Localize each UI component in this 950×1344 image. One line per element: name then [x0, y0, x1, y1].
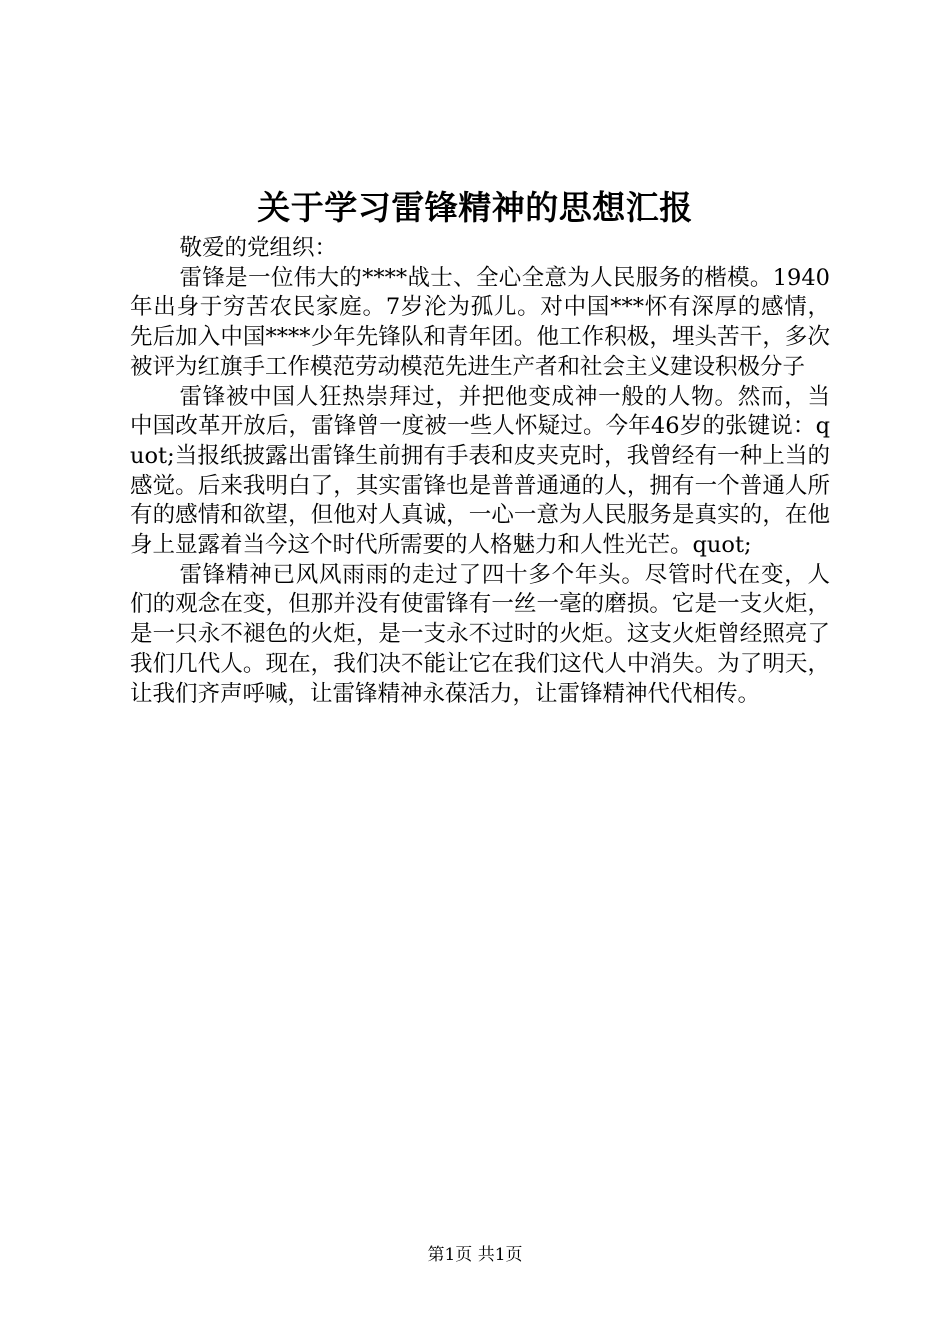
- document-title: 关于学习雷锋精神的思想汇报: [257, 188, 693, 227]
- document-body: [130, 234, 830, 709]
- paragraph-1: 雷锋是一位伟大的****战士、全心全意为人民服务的楷模。1940年出身于穷苦农民家庭。7岁沦为孤儿。对中国***怀有深厚的感情，先后加入中国****少年先锋队和青年团。他工作积极，埋头苦干，多次被评为红旗手工作模范劳动模范先进生产者和社会主义建设积极分子: [130, 264, 830, 380]
- salutation: 敬爱的党组织：: [179, 235, 338, 261]
- paragraph-3: 雷锋精神已风风雨雨的走过了四十多个年头。尽管时代在变，人们的观念在变，但那并没有使雷锋有一丝一毫的磨损。它是一支火炬，是一只永不褪色的火炬，是一支永不过时的火炬。这支火炬曾经照亮了我们几代人。现在，我们决不能让它在我们这代人中消失。为了明天，让我们齐声呼喊，让雷锋精神永葆活力，让雷锋精神代代相传。: [130, 561, 830, 707]
- page-footer: 第1页 共1页: [427, 1245, 523, 1265]
- paragraph-2: 雷锋被中国人狂热崇拜过，并把他变成神一般的人物。然而，当中国改革开放后，雷锋曾一度被一些人怀疑过。今年46岁的张键说：quot;当报纸披露出雷锋生前拥有手表和皮夹克时，我曾经有一种上当的感觉。后来我明白了，其实雷锋也是普普通通的人，拥有一个普通人所有的感情和欲望，但他对人真诚，一心一意为人民服务是真实的，在他身上显露着当今这个时代所需要的人格魅力和人性光芒。quot;: [130, 383, 830, 559]
